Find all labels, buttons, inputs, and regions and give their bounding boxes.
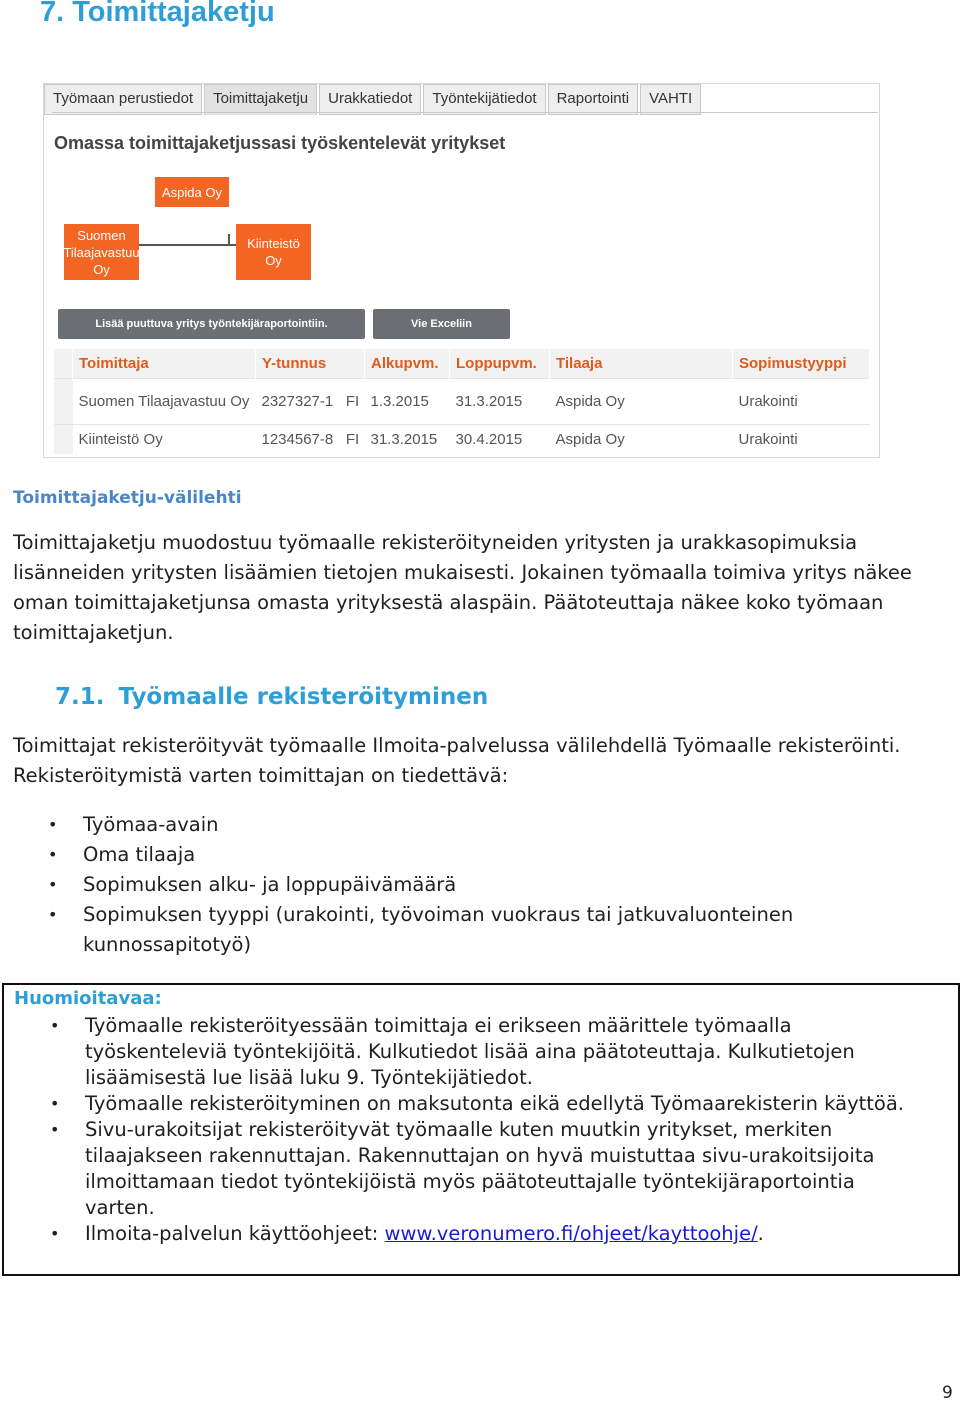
tab-raportointi[interactable]: Raportointi: [548, 84, 639, 115]
cell-maa: FI: [342, 425, 365, 454]
cell-sopimustyyppi: Urakointi: [733, 379, 870, 425]
org-connector: [228, 234, 230, 244]
list-item: [15, 1221, 915, 1247]
col-alkupvm[interactable]: Alkupvm.: [365, 349, 450, 379]
section-heading: [55, 684, 488, 710]
org-node-label: Aspida Oy: [162, 184, 222, 200]
cell-tilaaja: Aspida Oy: [550, 425, 733, 454]
list-item: • Työmaalle rekisteröityessään toimittaja ei erikseen määrittele työmaalla työskenteleviä työntekijöitä. Kulkutiedot lisää aina päätoteuttaja. Kulkutietojen lisäämisestä lue lisää luku 9. Työntekijätiedot.: [15, 1013, 915, 1091]
cell-alkupvm: 31.3.2015: [365, 425, 450, 454]
cell-loppupvm: 30.4.2015: [450, 425, 550, 454]
org-node-right: [236, 224, 311, 280]
page-number: 9: [942, 1383, 953, 1403]
cell-alkupvm: 1.3.2015: [365, 379, 450, 425]
table-row[interactable]: [54, 379, 870, 425]
export-excel-button[interactable]: Vie Exceliin: [373, 309, 510, 339]
page-heading: [40, 0, 275, 29]
tab-bar: [44, 84, 703, 113]
note-box: [2, 983, 960, 1276]
list-item: • Oma tilaaja: [13, 840, 893, 870]
note-title: Huomioitavaa:: [14, 988, 162, 1009]
heading-number: 7.: [40, 0, 65, 28]
cell-sopimustyyppi: Urakointi: [733, 425, 870, 454]
cell-toimittaja: Suomen Tilaajavastuu Oy: [73, 379, 256, 425]
add-missing-company-button[interactable]: Lisää puuttuva yritys työntekijäraportointiin.: [58, 309, 365, 339]
list-item: • Työmaalle rekisteröityminen on maksutonta eikä edellytä Työmaarekisterin käyttöä.: [15, 1091, 915, 1117]
tab-toimittajaketju[interactable]: Toimittajaketju: [204, 84, 317, 115]
section-title: Työmaalle rekisteröityminen: [118, 684, 489, 710]
section-number: 7.1.: [55, 684, 105, 710]
cell-ytunnus: 2327327-1: [256, 379, 342, 425]
list-item: • Sopimuksen tyyppi (urakointi, työvoiman vuokraus tai jatkuvaluonteinen kunnossapitotyö): [13, 900, 893, 960]
row-selector[interactable]: [54, 379, 73, 425]
col-tilaaja[interactable]: Tilaaja: [550, 349, 733, 379]
list-item-suffix: .: [757, 1222, 764, 1245]
list-item: • Työmaa-avain: [13, 810, 893, 840]
org-node-label: Oy: [93, 261, 110, 277]
list-item: • Sivu-urakoitsijat rekisteröityvät työmaalle kuten muutkin yritykset, merkiten tilaajakseen rakennuttajan. Rakennuttajan on hyvä muistuttaa sivu-urakoitsijoita ilmoittamaan tiedot työntekijöistä myös päätoteuttajalle työntekijäraportointia varten.: [15, 1117, 915, 1221]
table-row[interactable]: [54, 425, 870, 454]
cell-tilaaja: Aspida Oy: [550, 379, 733, 425]
section-paragraph: Toimittajat rekisteröityvät työmaalle Ilmoita-palvelussa välilehdellä Työmaalle rekisteröinti. Rekisteröitymistä varten toimittajan on tiedettävä:: [13, 734, 901, 787]
col-toimittaja[interactable]: Toimittaja: [73, 349, 256, 379]
note-list: [15, 1013, 915, 1247]
requirements-list: [13, 810, 893, 960]
list-item-text: Ilmoita-palvelun käyttöohjeet:: [85, 1222, 385, 1245]
tab-tyontekijatiedot[interactable]: Työntekijätiedot: [423, 84, 545, 115]
table-header-row: [54, 349, 870, 379]
tab-panel: [52, 112, 878, 456]
tab-vahti[interactable]: VAHTI: [640, 84, 701, 115]
org-node-label: Oy: [265, 253, 282, 268]
embedded-screenshot: [43, 83, 880, 458]
row-selector-header: [54, 349, 73, 379]
org-node-label: Kiinteistö: [247, 236, 300, 251]
intro-paragraph: Toimittajaketju muodostuu työmaalle rekisteröityneiden yritysten ja urakkasopimuksia lisänneiden yritysten lisäämien tietojen mukaisesti. Jokainen työmaalla toimiva yritys näkee oman toimittajaketjunsa omasta yrityksestä alaspäin. Päätoteuttaja näkee koko työmaan toimittajaketjun.: [13, 531, 912, 644]
cell-loppupvm: 31.3.2015: [450, 379, 550, 425]
col-ytunnus[interactable]: Y-tunnus: [256, 349, 365, 379]
cell-ytunnus: 1234567-8: [256, 425, 342, 454]
panel-title: Omassa toimittajaketjussasi työskentelevät yritykset: [54, 133, 506, 153]
heading-title: Toimittajaketju: [72, 0, 275, 28]
org-node-left: [64, 224, 139, 280]
cell-maa: FI: [342, 379, 365, 425]
row-selector[interactable]: [54, 425, 73, 454]
cell-toimittaja: Kiinteistö Oy: [73, 425, 256, 454]
org-node-root: [155, 177, 229, 207]
col-loppupvm[interactable]: Loppupvm.: [450, 349, 550, 379]
org-node-label: Suomen: [77, 227, 126, 243]
tab-tyomaan-perustiedot[interactable]: Työmaan perustiedot: [44, 84, 202, 115]
supplier-table: [54, 349, 870, 454]
user-guide-link[interactable]: www.veronumero.fi/ohjeet/kayttoohje/: [384, 1222, 758, 1245]
subheading: Toimittajaketju-välilehti: [13, 488, 242, 508]
org-node-label: Tilaajavastuu: [63, 244, 140, 260]
tab-urakkatiedot[interactable]: Urakkatiedot: [319, 84, 421, 115]
col-sopimustyyppi[interactable]: Sopimustyyppi: [733, 349, 870, 379]
list-item: • Sopimuksen alku- ja loppupäivämäärä: [13, 870, 893, 900]
